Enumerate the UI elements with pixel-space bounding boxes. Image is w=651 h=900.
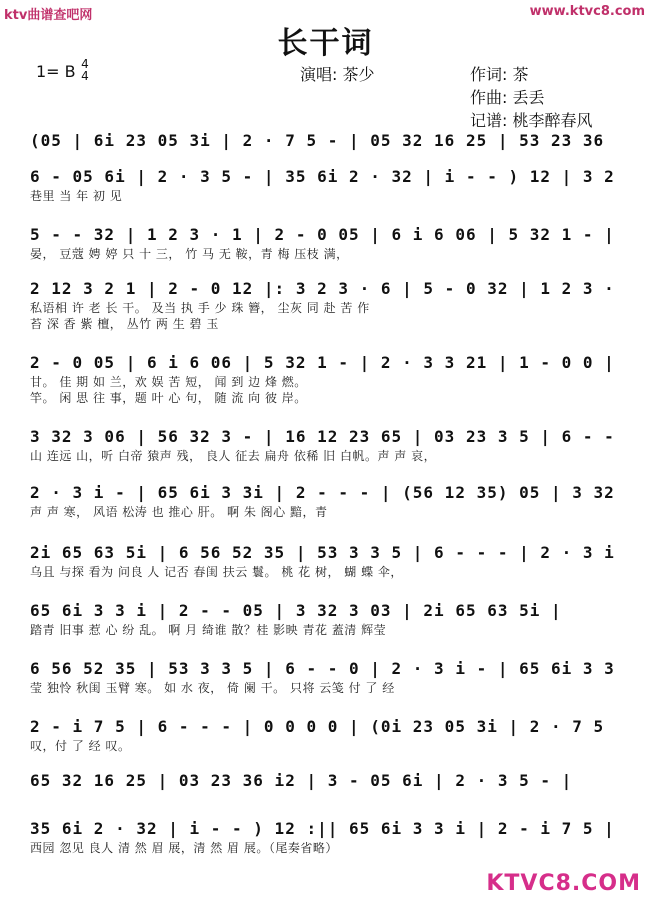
lyric-row: 山 连远 山，听 白帝 猿声 残， 良人 征去 扁舟 依稀 旧 白帆。声 声 哀， — [30, 449, 437, 463]
lyricist-credit: 作词: 茶 — [470, 65, 529, 84]
score-line-11 — [30, 716, 630, 770]
site-watermark-left: ktv曲谱查吧网 — [4, 8, 93, 23]
lyric-row-2 — [30, 520, 630, 536]
score-line-5 — [30, 352, 630, 406]
singer-credit: 演唱: 茶少 — [300, 65, 375, 84]
lyric-row: 晏， 豆蔻 娉 婷 只 十 三， 竹 马 无 鞍，青 梅 压枝 满， — [30, 247, 349, 261]
score-line-2 — [30, 166, 630, 220]
lyric-row-2 — [30, 204, 630, 220]
score-line-10 — [30, 658, 630, 712]
lyric-row: 巷里 当 年 初 见 — [30, 189, 123, 203]
notation-row: 2 · 3 i - | 65 6i 3 3i | 2 - - - | (56 12 35) 05 | 3 32 — [30, 483, 615, 502]
lyric-row-2 — [30, 856, 630, 872]
lyric-row — [30, 792, 630, 808]
lyric-row: 甘。 佳 期 如 兰，欢 娱 苦 短， 闻 到 边 烽 燃。 — [30, 375, 307, 389]
song-title: 长干词 — [277, 26, 374, 61]
notation-row: (05 | 6i 23 05 3i | 2 · 7 5 - | 05 32 16 25 | 53 23 36 — [30, 131, 605, 150]
lyric-row-2 — [30, 696, 630, 712]
transcriber-credit: 记谱: 桃李醉春风 — [470, 111, 593, 130]
lyric-row-2 — [30, 580, 630, 596]
notation-row: 2 - i 7 5 | 6 - - - | 0 0 0 0 | (0i 23 05 3i | 2 · 7 5 — [30, 717, 605, 736]
key-signature: 1= B — [36, 62, 76, 81]
score-line-12 — [30, 770, 630, 824]
meter-top: 4 — [81, 57, 89, 71]
time-signature — [80, 58, 90, 82]
lyric-row: 莹 独怜 秋闺 玉臂 寒。 如 水 夜， 倚 阑 干。 只将 云笺 付 了 经 — [30, 681, 395, 695]
score-line-7 — [30, 482, 630, 536]
score-line-3 — [30, 224, 630, 278]
score-line-8 — [30, 542, 630, 596]
lyric-row-2 — [30, 754, 630, 770]
notation-row: 6 - 05 6i | 2 · 3 5 - | 35 6i 2 · 32 | i - - ) 12 | 3 2 — [30, 167, 615, 186]
notation-row: 3 32 3 06 | 56 32 3 - | 16 12 23 65 | 03 23 3 5 | 6 - - — [30, 427, 615, 446]
score-line-13 — [30, 818, 630, 872]
notation-row: 5 - - 32 | 1 2 3 · 1 | 2 - 0 05 | 6 i 6 06 | 5 32 1 - | — [30, 225, 615, 244]
lyric-row-2: 苔 深 香 紫 檀， 丛竹 两 生 碧 玉 — [30, 317, 219, 331]
notation-row: 2 12 3 2 1 | 2 - 0 12 |: 3 2 3 · 6 | 5 - 0 32 | 1 2 3 · — [30, 279, 615, 298]
notation-row: 6 56 52 35 | 53 3 3 5 | 6 - - 0 | 2 · 3 i - | 65 6i 3 3 — [30, 659, 615, 678]
site-watermark-right: www.ktvc8.com — [529, 4, 645, 19]
score-line-6 — [30, 426, 630, 480]
notation-row: 2 - 0 05 | 6 i 6 06 | 5 32 1 - | 2 · 3 3 21 | 1 - 0 0 | — [30, 353, 615, 372]
notation-row: 65 6i 3 3 i | 2 - - 05 | 3 32 3 03 | 2i 65 63 5i | — [30, 601, 562, 620]
lyric-row: 叹，付 了 经 叹。 — [30, 739, 131, 753]
lyric-row: 乌且 与探 看为 问良 人 记否 春闺 扶云 鬟。 桃 花 树， 蝴 蝶 伞， — [30, 565, 403, 579]
composer-credit: 作曲: 丢丢 — [470, 88, 545, 107]
notation-row: 35 6i 2 · 32 | i - - ) 12 :|| 65 6i 3 3 i | 2 - i 7 5 | — [30, 819, 615, 838]
lyric-row: 声 声 寒， 风语 松涛 也 推心 肝。 啊 朱 阁心 黯，青 — [30, 505, 328, 519]
notation-row: 65 32 16 25 | 03 23 36 i2 | 3 - 05 6i | 2 · 3 5 - | — [30, 771, 573, 790]
lyric-row-2 — [30, 464, 630, 480]
lyric-row-2 — [30, 262, 630, 278]
notation-row: 2i 65 63 5i | 6 56 52 35 | 53 3 3 5 | 6 - - - | 2 · 3 i — [30, 543, 615, 562]
score-line-9 — [30, 600, 630, 654]
meter-bottom: 4 — [81, 69, 89, 83]
lyric-row-2: 竿。 闲 思 往 事，题 叶 心 句， 随 流 向 彼 岸。 — [30, 391, 307, 405]
lyric-row: 私语相 许 老 长 干。 及当 执 手 少 珠 簪， 尘灰 同 赴 苦 作 — [30, 301, 370, 315]
site-logo: KTVC8.COM — [486, 871, 641, 896]
lyric-row-2 — [30, 638, 630, 654]
lyric-row: 西园 忽见 良人 清 然 眉 展，清 然 眉 展。（尾奏省略） — [30, 841, 338, 855]
score-line-4 — [30, 278, 630, 332]
lyric-row: 踏青 旧事 惹 心 纷 乱。 啊 月 绮谁 散？桂 影映 青花 蓋清 辉莹 — [30, 623, 387, 637]
